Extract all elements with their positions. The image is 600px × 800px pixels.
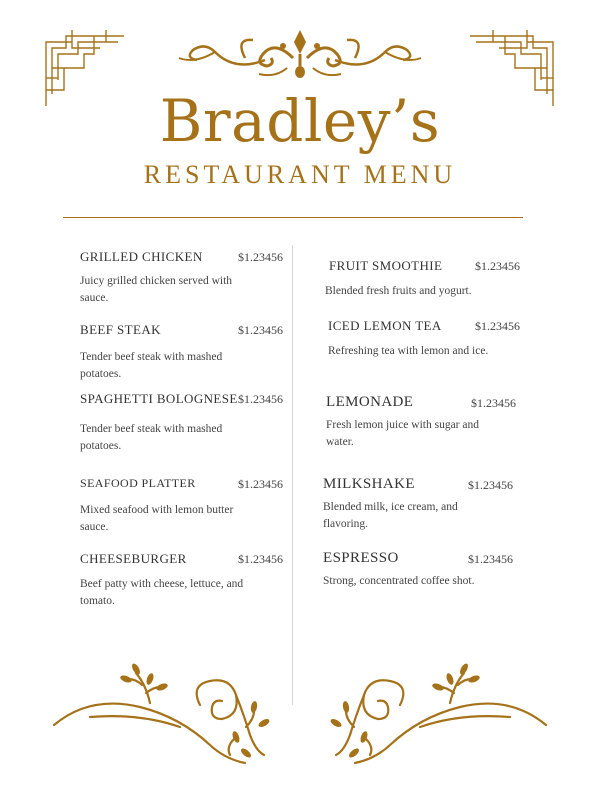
header-divider	[63, 217, 523, 218]
menu-item	[80, 551, 290, 610]
item-name: LEMONADE	[326, 394, 414, 410]
item-price: $1.23456	[238, 250, 283, 264]
item-name: ESPRESSO	[323, 550, 399, 566]
item-price: $1.23456	[475, 259, 520, 273]
item-description: Beef patty with cheese, lettuce, and tomato.	[80, 578, 244, 607]
item-description: Tender beef steak with mashed potatoes.	[80, 423, 223, 452]
menu-item	[328, 318, 538, 360]
menu-item	[80, 249, 290, 307]
item-name: GRILLED CHICKEN	[80, 249, 203, 264]
item-price: $1.23456	[468, 552, 513, 566]
menu-item	[323, 550, 533, 590]
menu-item	[80, 391, 290, 455]
item-price: $1.23456	[475, 319, 520, 333]
item-price: $1.23456	[238, 552, 283, 566]
menu-item	[80, 322, 290, 383]
item-description: Blended fresh fruits and yogurt.	[325, 285, 472, 297]
item-price: $1.23456	[238, 323, 283, 337]
item-name: ICED LEMON TEA	[328, 318, 442, 333]
item-price: $1.23456	[471, 396, 516, 410]
item-price: $1.23456	[468, 478, 513, 492]
item-name: MILKSHAKE	[323, 476, 415, 492]
restaurant-title: Bradley’s	[159, 87, 441, 155]
item-description: Refreshing tea with lemon and ice.	[328, 345, 489, 357]
column-divider	[292, 245, 293, 705]
restaurant-subtitle: RESTAURANT MENU	[143, 160, 457, 189]
item-description: Mixed seafood with lemon butter sauce.	[80, 504, 234, 533]
ornamental-crest-icon	[175, 28, 425, 83]
menu-item	[325, 258, 539, 300]
menu-item	[326, 394, 536, 451]
item-name: SPAGHETTI BOLOGNESE	[80, 391, 238, 406]
menu-item	[323, 476, 533, 533]
item-name: FRUIT SMOOTHIE	[329, 258, 443, 273]
item-description: Fresh lemon juice with sugar and water.	[326, 419, 479, 448]
item-description: Blended milk, ice cream, and flavoring.	[323, 501, 458, 530]
item-name: CHEESEBURGER	[80, 551, 187, 566]
item-price: $1.23456	[238, 477, 283, 491]
item-name: BEEF STEAK	[80, 322, 161, 337]
item-price: $1.23456	[238, 392, 283, 406]
item-description: Tender beef steak with mashed potatoes.	[80, 351, 223, 380]
floral-flourish-icon	[50, 655, 280, 770]
item-name: SEAFOOD PLATTER	[80, 476, 196, 490]
item-description: Juicy grilled chicken served with sauce.	[80, 275, 233, 304]
menu-item	[80, 476, 290, 536]
floral-flourish-icon	[320, 655, 550, 770]
item-description: Strong, concentrated coffee shot.	[323, 575, 475, 587]
